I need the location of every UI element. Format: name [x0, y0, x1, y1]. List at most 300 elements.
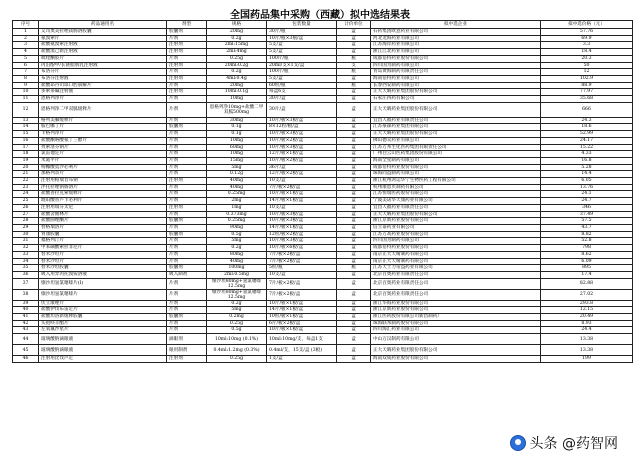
table-cell: 5支/盒: [267, 42, 337, 49]
table-cell: 片剂: [167, 224, 207, 231]
table-cell: 10片/板×3板/盒: [267, 144, 337, 151]
table-cell: 成都倍特药业股份有限公司: [371, 164, 541, 171]
table-cell: 0.25mg: [207, 191, 267, 198]
table-cell: 0.373mg: [207, 211, 267, 218]
table-cell: 10ml:10mg (0.1%): [207, 334, 267, 345]
table-cell: 2: [13, 35, 39, 42]
table-cell: 盒: [337, 245, 371, 252]
table-cell: 40mg: [207, 258, 267, 265]
table-cell: 北京百奥药业有限责任公司: [371, 271, 541, 278]
table-cell: 10mg: [207, 151, 267, 158]
table-cell: 片剂: [167, 289, 207, 300]
result-table: [12, 20, 633, 363]
table-cell: 丙泊酚中/长链脂肪乳注射液: [39, 62, 167, 69]
table-cell: 正大天晴药业集团股份有限公司: [371, 131, 541, 138]
table-cell: 盒: [337, 198, 371, 205]
table-cell: 4: [13, 49, 39, 56]
table-cell: 胶囊剂: [167, 124, 207, 131]
table-cell: 20: [13, 164, 39, 171]
table-cell: 石药集团欧意药业有限公司: [371, 29, 541, 36]
table-cell: 27: [13, 211, 39, 218]
table-cell: 0.2g: [207, 35, 267, 42]
table-cell: 盒: [337, 137, 371, 144]
table-cell: 片剂: [167, 211, 207, 218]
table-cell: 34: [13, 258, 39, 265]
table-row: [13, 49, 633, 56]
table-cell: 0.25g: [207, 320, 267, 327]
table-cell: 10片/板×1板/盒: [267, 191, 337, 198]
table-cell: 6片/板×2板/盒: [267, 320, 337, 327]
table-cell: 盒: [337, 345, 371, 356]
table-cell: 眼用制剂: [167, 345, 207, 356]
table-cell: 盐酸舍曲林片: [39, 211, 167, 218]
table-cell: 盒: [337, 157, 371, 164]
table-cell: 8: [13, 75, 39, 82]
table-cell: 盒: [337, 320, 371, 327]
table-cell: 注射剂: [167, 42, 207, 49]
table-cell: 35: [13, 265, 39, 272]
table-cell: 缬沙坦80mg+氢氯噻嗪12.5mg: [207, 278, 267, 289]
table-cell: 24.7: [541, 198, 633, 205]
table-cell: 18.6: [541, 124, 633, 131]
table-cell: 河北龙海药业有限公司: [371, 35, 541, 42]
table-cell: 0.25mg: [207, 218, 267, 225]
table-cell: 6: [13, 62, 39, 69]
table-cell: 片剂: [167, 35, 207, 42]
table-cell: 成都倍特药业股份有限公司: [371, 55, 541, 62]
table-cell: 江苏万邦生化医药集团有限责任公司: [371, 144, 541, 151]
table-cell: 346: [541, 204, 633, 211]
table-cell: 37.49: [541, 211, 633, 218]
table-cell: 恩格列净片: [39, 96, 167, 103]
table-cell: 199: [541, 356, 633, 363]
table-cell: 2ml:4mg: [207, 49, 267, 56]
table-cell: 80mg: [207, 251, 267, 258]
column-header: 计价单位: [337, 21, 371, 29]
table-row: [13, 55, 633, 62]
table-cell: 60粒/瓶: [267, 82, 337, 89]
table-cell: 20ml:0.2g: [207, 62, 267, 69]
table-cell: 10片/板×3板/盒: [267, 218, 337, 225]
table-cell: 37: [13, 278, 39, 289]
table-cell: 片剂: [167, 307, 207, 314]
table-cell: 注射用瑞芬太尼: [39, 204, 167, 211]
table-row: [13, 289, 633, 300]
table-cell: 0.2g: [207, 300, 267, 307]
table-cell: 中山万汉制药有限公司: [371, 334, 541, 345]
table-cell: 17.4: [541, 271, 633, 278]
table-cell: 盒: [337, 151, 371, 158]
table-row: [13, 35, 633, 42]
table-cell: 盐酸曲唑酮片: [39, 218, 167, 225]
table-row: [13, 314, 633, 321]
table-cell: 盒: [337, 327, 371, 334]
table-cell: 13.38: [541, 334, 633, 345]
table-cell: 缬沙坦氢氯噻嗪片: [39, 289, 167, 300]
table-cell: 40: [13, 307, 39, 314]
table-cell: 片剂: [167, 198, 207, 205]
table-cell: 浙江京新药业股份有限公司: [371, 307, 541, 314]
table-row: [13, 245, 633, 252]
table-cell: 14片/板×1板/盒: [267, 307, 337, 314]
table-cell: 11: [13, 96, 39, 103]
table-row: [13, 42, 633, 49]
table-row: [13, 218, 633, 225]
table-cell: 18.4: [541, 49, 633, 56]
table-cell: 15.22: [541, 144, 633, 151]
table-cell: 19: [13, 157, 39, 164]
table-cell: 盒: [337, 231, 371, 238]
table-cell: 0.2g: [207, 245, 267, 252]
table-cell: 吡喹酮胶片: [39, 55, 167, 62]
table-cell: 6.09: [541, 258, 633, 265]
table-cell: 盒: [337, 178, 371, 185]
table-cell: 格列美脲缓释片: [39, 117, 167, 124]
table-cell: 吸入用异丙托溴铵溶液: [39, 271, 167, 278]
table-cell: 片剂: [167, 191, 207, 198]
table-cell: 22: [13, 178, 39, 185]
table-cell: 盐酸昂丹司琼口腔崩解片: [39, 82, 167, 89]
table-cell: 盒: [337, 356, 371, 363]
table-cell: 30片/瓶: [267, 29, 337, 36]
table-row: [13, 204, 633, 211]
table-cell: 12片/板×1板/盒: [267, 151, 337, 158]
table-cell: 盒: [337, 238, 371, 245]
table-cell: 杭州康恩贝制药有限公司: [371, 184, 541, 191]
column-header: 拟中选价格（元）: [541, 21, 633, 29]
table-cell: 30片/盒: [267, 102, 337, 117]
table-row: [13, 144, 633, 151]
table-cell: 滴眼剂: [167, 334, 207, 345]
table-cell: 片剂: [167, 137, 207, 144]
table-cell: 盐酸伊伐布雷定片: [39, 307, 167, 314]
table-cell: 布洛芬注射液: [39, 75, 167, 82]
table-cell: 多索茶碱注射液: [39, 89, 167, 96]
table-cell: 片剂: [167, 238, 207, 245]
table-cell: 缬沙坦80mg+氢氯噻嗪12.5mg: [207, 289, 267, 300]
table-cell: 江苏豪森药业集团有限公司: [371, 124, 541, 131]
table-row: [13, 157, 633, 164]
table-cell: 注射用帕瑞昔布钠: [39, 178, 167, 185]
table-cell: 8.82: [541, 231, 633, 238]
table-cell: 头孢呋辛酯片: [39, 320, 167, 327]
table-cell: 注射剂: [167, 89, 207, 96]
table-cell: 盐酸酮咯酸氨丁三醇片: [39, 137, 167, 144]
table-cell: 胃康胶囊: [39, 231, 167, 238]
table-cell: 胶囊剂: [167, 231, 207, 238]
table-cell: 3: [13, 42, 39, 49]
table-cell: 40mg: [207, 184, 267, 191]
table-cell: 泮托拉唑钠肠溶片: [39, 184, 167, 191]
table-row: [13, 238, 633, 245]
table-row: [13, 345, 633, 356]
table-cell: 支: [337, 62, 371, 69]
table-cell: 玻璃酸钠滴眼液: [39, 334, 167, 345]
table-cell: 16.8: [541, 157, 633, 164]
table-cell: 33: [13, 251, 39, 258]
table-cell: 注射剂: [167, 204, 207, 211]
table-cell: 吸入制剂: [167, 271, 207, 278]
table-cell: 浙江医药股份有限公司新昌制药厂: [371, 314, 541, 321]
table-cell: 0.12g: [207, 171, 267, 178]
table-cell: 46: [13, 356, 39, 363]
table-cell: 5: [13, 55, 39, 62]
table-cell: 盒: [337, 211, 371, 218]
table-cell: 正大天晴药业集团股份有限公司: [371, 211, 541, 218]
table-row: [13, 191, 633, 198]
table-cell: 片剂: [167, 144, 207, 151]
table-cell: 胶囊剂: [167, 265, 207, 272]
table-cell: 28: [13, 218, 39, 225]
table-cell: 2ml:15mg: [207, 42, 267, 49]
table-cell: 7片/板×2板/盒: [267, 289, 337, 300]
table-cell: 17: [13, 144, 39, 151]
table-cell: 注射剂: [167, 62, 207, 69]
table-cell: 注射用比伐卢定: [39, 356, 167, 363]
table-cell: 片剂: [167, 102, 207, 117]
table-cell: 盒: [337, 96, 371, 103]
table-cell: 盒: [337, 171, 371, 178]
table-cell: 7片/板×2板/盒: [267, 251, 337, 258]
table-cell: 5支/盒: [267, 49, 337, 56]
table-cell: 盒: [337, 224, 371, 231]
table-cell: 0.2mg: [207, 314, 267, 321]
table-cell: 10片/板×2板/盒: [267, 157, 337, 164]
table-cell: 5粒/瓶: [267, 265, 337, 272]
table-cell: 长春西安制药有限公司: [371, 82, 541, 89]
table-cell: 3.3: [541, 42, 633, 49]
table-row: [13, 251, 633, 258]
table-cell: 盒: [337, 42, 371, 49]
table-cell: 盒: [337, 144, 371, 151]
table-row: [13, 320, 633, 327]
table-cell: 45: [13, 345, 39, 356]
table-cell: 注射剂: [167, 356, 207, 363]
table-cell: 52.99: [541, 131, 633, 138]
table-cell: 60mg: [207, 144, 267, 151]
table-cell: 每盒6支: [267, 89, 337, 96]
table-cell: 江苏海岸药业有限公司: [371, 42, 541, 49]
table-cell: 片剂: [167, 96, 207, 103]
table-cell: 24: [13, 191, 39, 198]
table-cell: 0.2g: [207, 69, 267, 76]
table-cell: 盒: [337, 191, 371, 198]
table-cell: 布洛芬片: [39, 69, 167, 76]
table-cell: 片剂: [167, 327, 207, 334]
table-row: [13, 89, 633, 96]
table-cell: 盒: [337, 314, 371, 321]
table-cell: 13.38: [541, 345, 633, 356]
table-cell: 29: [13, 224, 39, 231]
table-cell: 片剂: [167, 171, 207, 178]
table-cell: 胶囊剂: [167, 314, 207, 321]
column-header: 药品通用名: [39, 21, 167, 29]
table-cell: 北京百奥药业有限责任公司: [371, 289, 541, 300]
table-cell: 四川海汇药业有限公司: [371, 327, 541, 334]
table-cell: 10ml:10mg/支，每盒1支: [267, 334, 337, 345]
table-cell: 恩格列净10mg+盐酸二甲双胍500mg: [207, 102, 267, 117]
table-cell: 12粒/板×2板/盒: [267, 231, 337, 238]
table-cell: 18: [13, 151, 39, 158]
table-cell: 24.17: [541, 137, 633, 144]
table-cell: 35.68: [541, 96, 633, 103]
table-cell: 26: [13, 204, 39, 211]
table-cell: 海南倍特药业有限公司: [371, 75, 541, 82]
table-cell: 13.76: [541, 184, 633, 191]
table-cell: 孜索洛芬钠片: [39, 144, 167, 151]
table-row: [13, 278, 633, 289]
table-row: [13, 62, 633, 69]
table-cell: 片剂: [167, 164, 207, 171]
table-cell: 0.4ml:1.2mg (0.3%): [207, 345, 267, 356]
table-cell: 替米沙坦片: [39, 251, 167, 258]
table-cell: 盒: [337, 49, 371, 56]
table-cell: 盒: [337, 289, 371, 300]
table-cell: 南京正大天晴制药有限公司: [371, 251, 541, 258]
table-cell: 替米沙坦片: [39, 258, 167, 265]
table-cell: 21: [13, 171, 39, 178]
table-cell: 替米沙坦胶囊: [39, 265, 167, 272]
table-row: [13, 29, 633, 36]
table-cell: 盒: [337, 75, 371, 82]
table-cell: 5mg: [207, 238, 267, 245]
table-cell: 四川国为制药有限公司: [371, 62, 541, 69]
table-cell: 玻璃酸钠滴眼液: [39, 345, 167, 356]
table-cell: 替格瑞洛片: [39, 224, 167, 231]
table-cell: 77.97: [541, 89, 633, 96]
table-cell: 片剂: [167, 131, 207, 138]
table-cell: 8.93: [541, 320, 633, 327]
table-cell: 盒: [337, 117, 371, 124]
table-cell: 10片/板×6板/盒: [267, 245, 337, 252]
table-cell: 恩格列净二甲双胍缓释片: [39, 102, 167, 117]
table-cell: 16: [13, 137, 39, 144]
table-cell: 10片/板×3板/盒: [267, 238, 337, 245]
table-cell: 琥珀酸普芦卡必利片: [39, 198, 167, 205]
table-cell: 7片/板×2板/盒: [267, 278, 337, 289]
table-cell: 0.4ml/支，15支/盒 (3板): [267, 345, 337, 356]
table-cell: 8.62: [541, 251, 633, 258]
table-row: [13, 211, 633, 218]
table-cell: 30: [13, 231, 39, 238]
table-row: [13, 327, 633, 334]
table-cell: 盒: [337, 89, 371, 96]
table-cell: 100mg: [207, 265, 267, 272]
table-cell: 盒: [337, 102, 371, 117]
table-cell: 片剂: [167, 151, 207, 158]
table-cell: 胶囊剂: [167, 218, 207, 225]
table-row: [13, 300, 633, 307]
table-cell: 895: [541, 265, 633, 272]
table-cell: 盒: [337, 164, 371, 171]
table-cell: 12: [13, 102, 39, 117]
table-row: [13, 102, 633, 117]
table-cell: 正大天晴药业集团股份有限公司: [371, 89, 541, 96]
table-cell: 成都倍特药业股份有限公司: [371, 245, 541, 252]
table-cell: 5mg: [207, 164, 267, 171]
table-cell: 20mg: [207, 29, 267, 36]
table-cell: 0.5g: [207, 231, 267, 238]
table-row: [13, 151, 633, 158]
table-cell: 甲苯磺酸索拉非尼片: [39, 245, 167, 252]
table-cell: 盒: [337, 251, 371, 258]
table-cell: 36片/盒: [267, 164, 337, 171]
table-cell: 82.88: [541, 278, 633, 289]
table-cell: 10支/盒: [267, 271, 337, 278]
table-cell: 海南全星制药有限公司: [371, 157, 541, 164]
table-cell: 100片/瓶: [267, 55, 337, 62]
column-header: 序号: [13, 21, 39, 29]
table-cell: 正大天晴药业集团股份有限公司: [371, 345, 541, 356]
table-cell: 7: [13, 69, 39, 76]
table-row: [13, 82, 633, 89]
table-cell: 10支/盒: [267, 178, 337, 185]
table-cell: 盒: [337, 124, 371, 131]
table-cell: 盒: [337, 204, 371, 211]
table-cell: 12.15: [541, 307, 633, 314]
table-cell: 艾司奥美拉唑镁肠溶胶囊: [39, 29, 167, 36]
table-cell: 瓶: [337, 69, 371, 76]
table-cell: 片剂: [167, 82, 207, 89]
table-cell: 浙江江北药业有限公司: [371, 49, 541, 56]
table-cell: 盐酸溴己新注射液: [39, 49, 167, 56]
table-row: [13, 231, 633, 238]
table-cell: 10支/盒: [267, 204, 337, 211]
table-cell: 14: [13, 124, 39, 131]
table-cell: 15: [13, 131, 39, 138]
table-cell: 27.02: [541, 289, 633, 300]
watermark-text: 头条 @药智网: [529, 436, 618, 452]
table-cell: 0.25g: [207, 356, 267, 363]
table-cell: 10ml:0.1g: [207, 89, 267, 96]
table-cell: 片剂: [167, 157, 207, 164]
table-cell: 20.49: [541, 314, 633, 321]
table-cell: 31: [13, 238, 39, 245]
table-cell: 57.76: [541, 29, 633, 36]
table-row: [13, 124, 633, 131]
table-row: [13, 164, 633, 171]
table-cell: 注射剂: [167, 75, 207, 82]
table-cell: 氯雷他定片: [39, 151, 167, 158]
table-cell: 1支/盒: [267, 356, 337, 363]
table-cell: 注射剂: [167, 178, 207, 185]
table-cell: 666: [541, 102, 633, 117]
table-cell: 珠海联邦制药股份有限公司: [371, 320, 541, 327]
table-cell: 青岛黄海制药有限责任公司: [371, 69, 541, 76]
table-row: [13, 198, 633, 205]
table-cell: 片剂: [167, 278, 207, 289]
table-cell: 10mg: [207, 96, 267, 103]
table-cell: 25: [13, 198, 39, 205]
table-cell: 片剂: [167, 55, 207, 62]
table-cell: 10片/板×2板/盒: [267, 137, 337, 144]
table-cell: 0.25g: [207, 55, 267, 62]
table-row: [13, 137, 633, 144]
table-cell: 1mg: [207, 204, 267, 211]
table-cell: 90mg: [207, 224, 267, 231]
table-cell: 24.4: [541, 327, 633, 334]
table-cell: 盒: [337, 29, 371, 36]
table-cell: 海南双成药业股份有限公司: [371, 356, 541, 363]
table-cell: 4ml:0.4g: [207, 75, 267, 82]
table-cell: 江苏天士力帝益药业有限公司: [371, 265, 541, 272]
table-cell: 24.3: [541, 117, 633, 124]
table-cell: 23: [13, 184, 39, 191]
table-cell: 南京正大天晴制药有限公司: [371, 258, 541, 265]
table-cell: 39: [13, 300, 39, 307]
table-row: [13, 258, 633, 265]
table-cell: 52.8: [541, 238, 633, 245]
